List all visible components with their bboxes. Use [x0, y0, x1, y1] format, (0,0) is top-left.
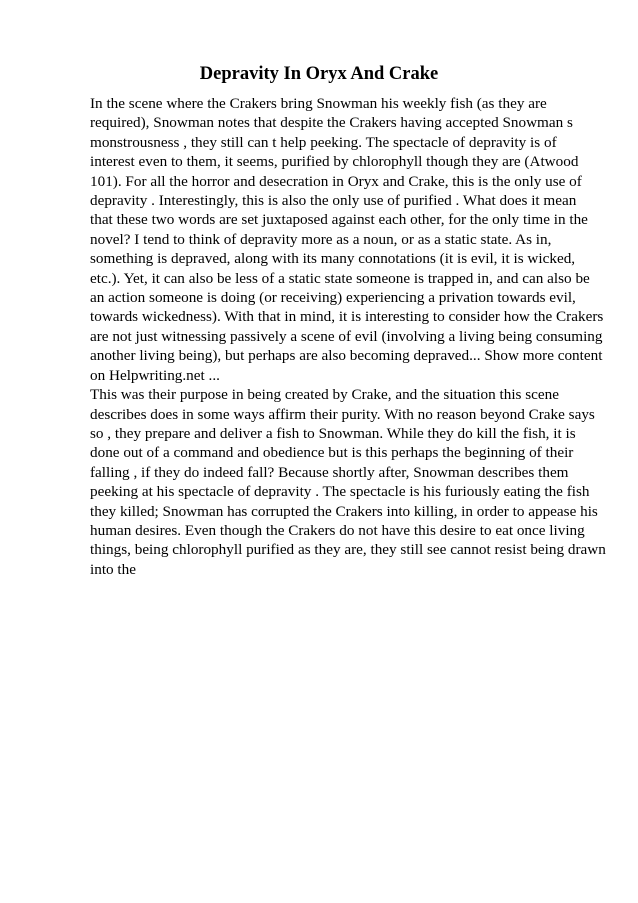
text-line: In the scene where the Crakers bring Snowman his weekly fish (as they are	[90, 95, 547, 112]
paragraph-2	[90, 385, 610, 579]
text-line: into the	[90, 560, 136, 578]
text-line: etc.). Yet, it can also be less of a static state someone is trapped in, and can also be	[90, 269, 590, 287]
text-line: This was their purpose in being created by Crake, and the situation this scene	[90, 386, 559, 404]
text-line: an action someone is doing (or receiving) experiencing a privation towards evil,	[90, 289, 576, 307]
text-line: things, being chlorophyll purified as they are, they still see cannot resist being drawn	[90, 541, 606, 559]
text-line: monstrousness , they still can t help peeking. The spectacle of depravity is of	[90, 133, 557, 151]
text-line: human desires. Even though the Crakers do not have this desire to eat once living	[90, 521, 585, 539]
text-line: on Helpwriting.net ...	[90, 366, 220, 384]
document-title: Depravity In Oryx And Crake	[199, 64, 439, 84]
document-body	[90, 94, 610, 579]
text-line: describes does in some ways affirm their purity. With no reason beyond Crake says	[90, 405, 595, 423]
text-line: that these two words are set juxtaposed against each other, for the only time in the	[90, 211, 588, 229]
text-line: done out of a command and obedience but is this perhaps the beginning of their	[90, 444, 574, 462]
text-line: falling , if they do indeed fall? Because shortly after, Snowman describes them	[90, 463, 569, 481]
text-line: another living being), but perhaps are also becoming depraved... Show more content	[90, 347, 603, 365]
text-line: they killed; Snowman has corrupted the Crakers into killing, in order to appease his	[90, 502, 598, 520]
text-line: interest even to them, it seems, purified by chlorophyll though they are (Atwood	[90, 153, 579, 171]
text-line: peeking at his spectacle of depravity . The spectacle is his furiously eating the fish	[90, 483, 590, 501]
text-line: towards wickedness). With that in mind, it is interesting to consider how the Crakers	[90, 308, 604, 326]
text-line: so , they prepare and deliver a fish to Snowman. While they do kill the fish, it is	[90, 424, 576, 442]
text-line: 101). For all the horror and desecration in Oryx and Crake, this is the only use of	[90, 172, 582, 190]
paragraph-1	[90, 94, 610, 385]
text-line: depravity . Interestingly, this is also the only use of purified . What does it mean	[90, 192, 577, 210]
text-line: are not just witnessing passively a scene of evil (involving a living being consuming	[90, 327, 603, 345]
text-line: required), Snowman notes that despite the Crakers having accepted Snowman s	[90, 114, 573, 132]
text-line: something is depraved, along with its many connotations (it is evil, it is wicked,	[90, 250, 576, 268]
text-line: novel? I tend to think of depravity more as a noun, or as a static state. As in,	[90, 230, 552, 248]
